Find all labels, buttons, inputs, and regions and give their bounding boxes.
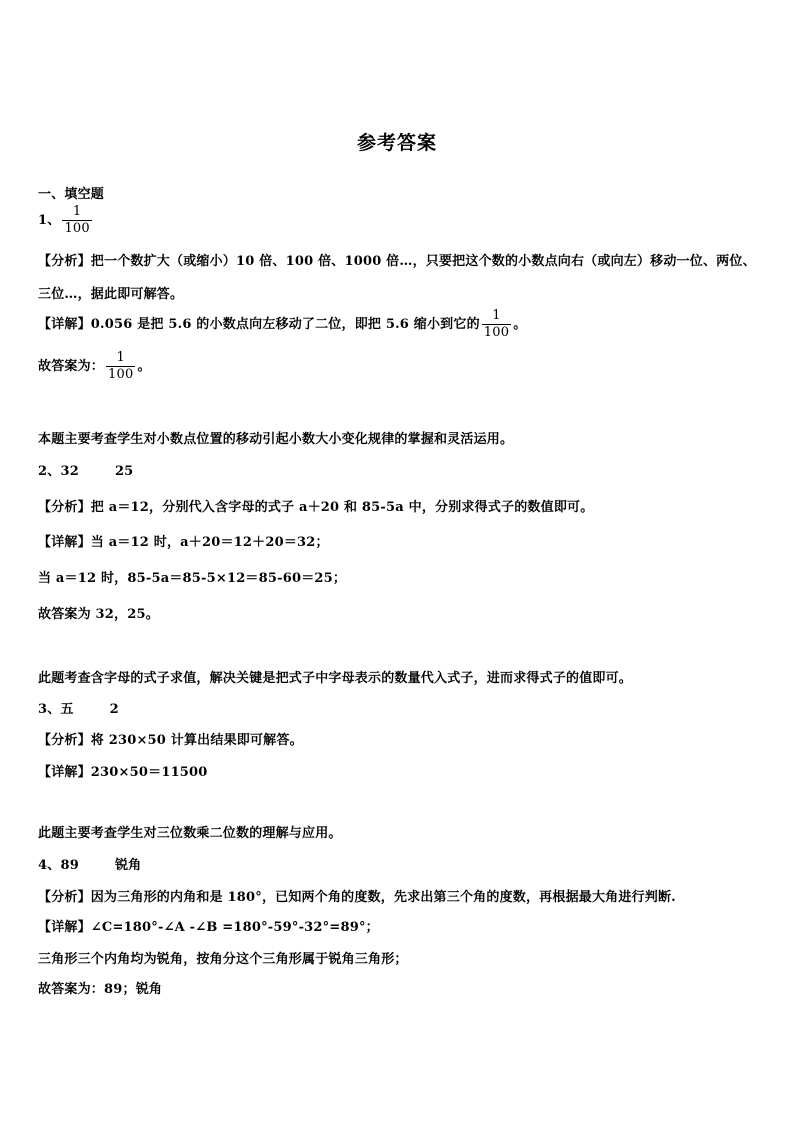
answer-text: 故答案为 32，25。 (38, 607, 159, 622)
question-3-answer: 3、五 2 (38, 702, 119, 717)
question-2-answer: 2、32 25 (38, 464, 134, 479)
question-label: 1、 (38, 213, 61, 228)
question-1-answer (38, 204, 94, 237)
detail-text: 【详解】0.056 是把 5.6 的小数点向左移动了二位，即把 5.6 缩小到它的 $\frac{1}{100}$ 。 (38, 308, 527, 340)
fraction: $\frac{1}{100}$ (483, 308, 510, 340)
analysis-text: 【分析】把 a＝12，分别代入含字母的式子 a＋20 和 85-5a 中，分别求得式子的数值即可。 (38, 500, 594, 515)
summary-text: 本题主要考查学生对小数点位置的移动引起小数大小变化规律的掌握和灵活运用。 (38, 432, 514, 447)
question-4-answer: 4、89 锐角 (38, 858, 142, 873)
answer-text: 故答案为：89；锐角 (38, 982, 163, 997)
detail-text: 【详解】∠C=180°-∠A -∠B =180°-59°-32°=89°； (38, 920, 379, 935)
fraction: $\frac{1}{100}$ (64, 204, 90, 236)
detail-text: 【详解】当 a＝12 时，a＋20＝12＋20＝32； (38, 535, 329, 550)
answer-text: 故答案为： $\frac{1}{100}$ 。 (38, 350, 151, 382)
analysis-text: 【分析】将 230×50 计算出结果即可解答。 (38, 733, 303, 748)
detail-text: 【详解】230×50＝11500 (38, 765, 208, 780)
summary-text: 此题考查含字母的式子求值，解决关键是把式子中字母表示的数量代入式子，进而求得式子的值即可。 (38, 671, 633, 686)
analysis-text: 【分析】把一个数扩大（或缩小）10 倍、100 倍、1000 倍…，只要把这个数的小数点向右（或向左）移动一位、两位、 (38, 254, 756, 269)
summary-text: 此题主要考查学生对三位数乘二位数的理解与应用。 (38, 826, 342, 841)
page-title: 参考答案 (356, 132, 437, 154)
analysis-text: 【分析】因为三角形的内角和是 180°，已知两个角的度数，先求出第三个角的度数，再根据最大角进行判断. (38, 890, 676, 905)
section-heading: 一、填空题 (38, 187, 105, 202)
fraction: $\frac{1}{100}$ (108, 350, 134, 382)
analysis-text-continued: 三位…，据此即可解答。 (38, 287, 184, 302)
detail-text-continued: 三角形三个内角均为锐角，按角分这个三角形属于锐角三角形； (38, 952, 408, 967)
detail-text-continued: 当 a＝12 时，85-5a＝85-5×12＝85-60＝25； (38, 571, 347, 586)
